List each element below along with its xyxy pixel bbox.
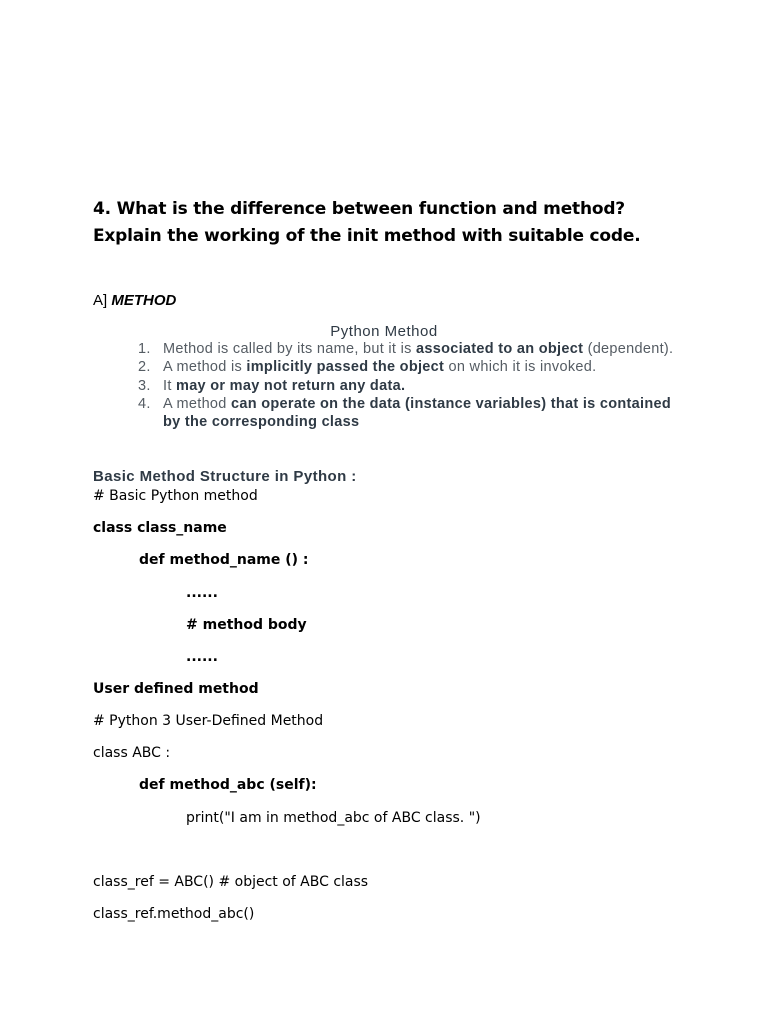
user-defined-heading: User defined method <box>93 681 259 697</box>
python-method-list <box>138 340 678 431</box>
list-item-text: Method is called by its name, but it is <box>163 341 416 357</box>
list-item-text: (dependent). <box>583 341 674 357</box>
python-method-item <box>138 340 678 358</box>
code-user-comment: # Python 3 User-Defined Method <box>93 713 324 729</box>
code-basic-comment: # Basic Python method <box>93 488 258 504</box>
question-heading: 4. What is the difference between function and method? Explain the working of the init method with suitable code. <box>93 199 641 246</box>
code-class-ref: class_ref = ABC() # object of ABC class <box>93 874 369 890</box>
list-number: 3. <box>138 377 151 394</box>
code-body-comment: # method body <box>186 617 307 633</box>
code-def-decl: def method_name () : <box>139 552 309 568</box>
section-prefix: A] <box>93 292 112 309</box>
code-class-abc: class ABC : <box>93 745 171 761</box>
code-dots-2: ...... <box>186 649 218 665</box>
list-item-text: on which it is invoked. <box>444 359 597 376</box>
structure-title: Basic Method Structure in Python : <box>93 468 357 485</box>
python-method-item <box>138 377 678 395</box>
python-method-item <box>138 358 678 376</box>
section-title: METHOD <box>111 292 177 309</box>
code-class-decl: class class_name <box>93 520 227 536</box>
python-method-title: Python Method <box>330 323 438 340</box>
list-item-text: A method is <box>163 359 247 376</box>
list-item-emphasis: may or may not return any data. <box>176 377 406 394</box>
list-item-emphasis: implicitly passed the object <box>246 359 445 376</box>
list-item-text: It <box>163 377 176 394</box>
list-item-text: A method <box>163 395 231 412</box>
list-number: 4. <box>138 395 151 412</box>
python-method-item <box>138 395 678 432</box>
list-item-emphasis: associated to an object <box>415 341 584 357</box>
code-dots-1: ...... <box>186 585 218 601</box>
list-number: 2. <box>138 359 151 376</box>
code-def-abc: def method_abc (self): <box>139 777 317 793</box>
code-call-line: class_ref.method_abc() <box>93 906 255 922</box>
code-print-line: print("I am in method_abc of ABC class. ") <box>186 810 481 826</box>
list-number: 1. <box>138 341 151 357</box>
section-label <box>93 292 176 309</box>
list-item-emphasis: can operate on the data (instance variables) that is contained by the corresponding class <box>163 395 672 431</box>
